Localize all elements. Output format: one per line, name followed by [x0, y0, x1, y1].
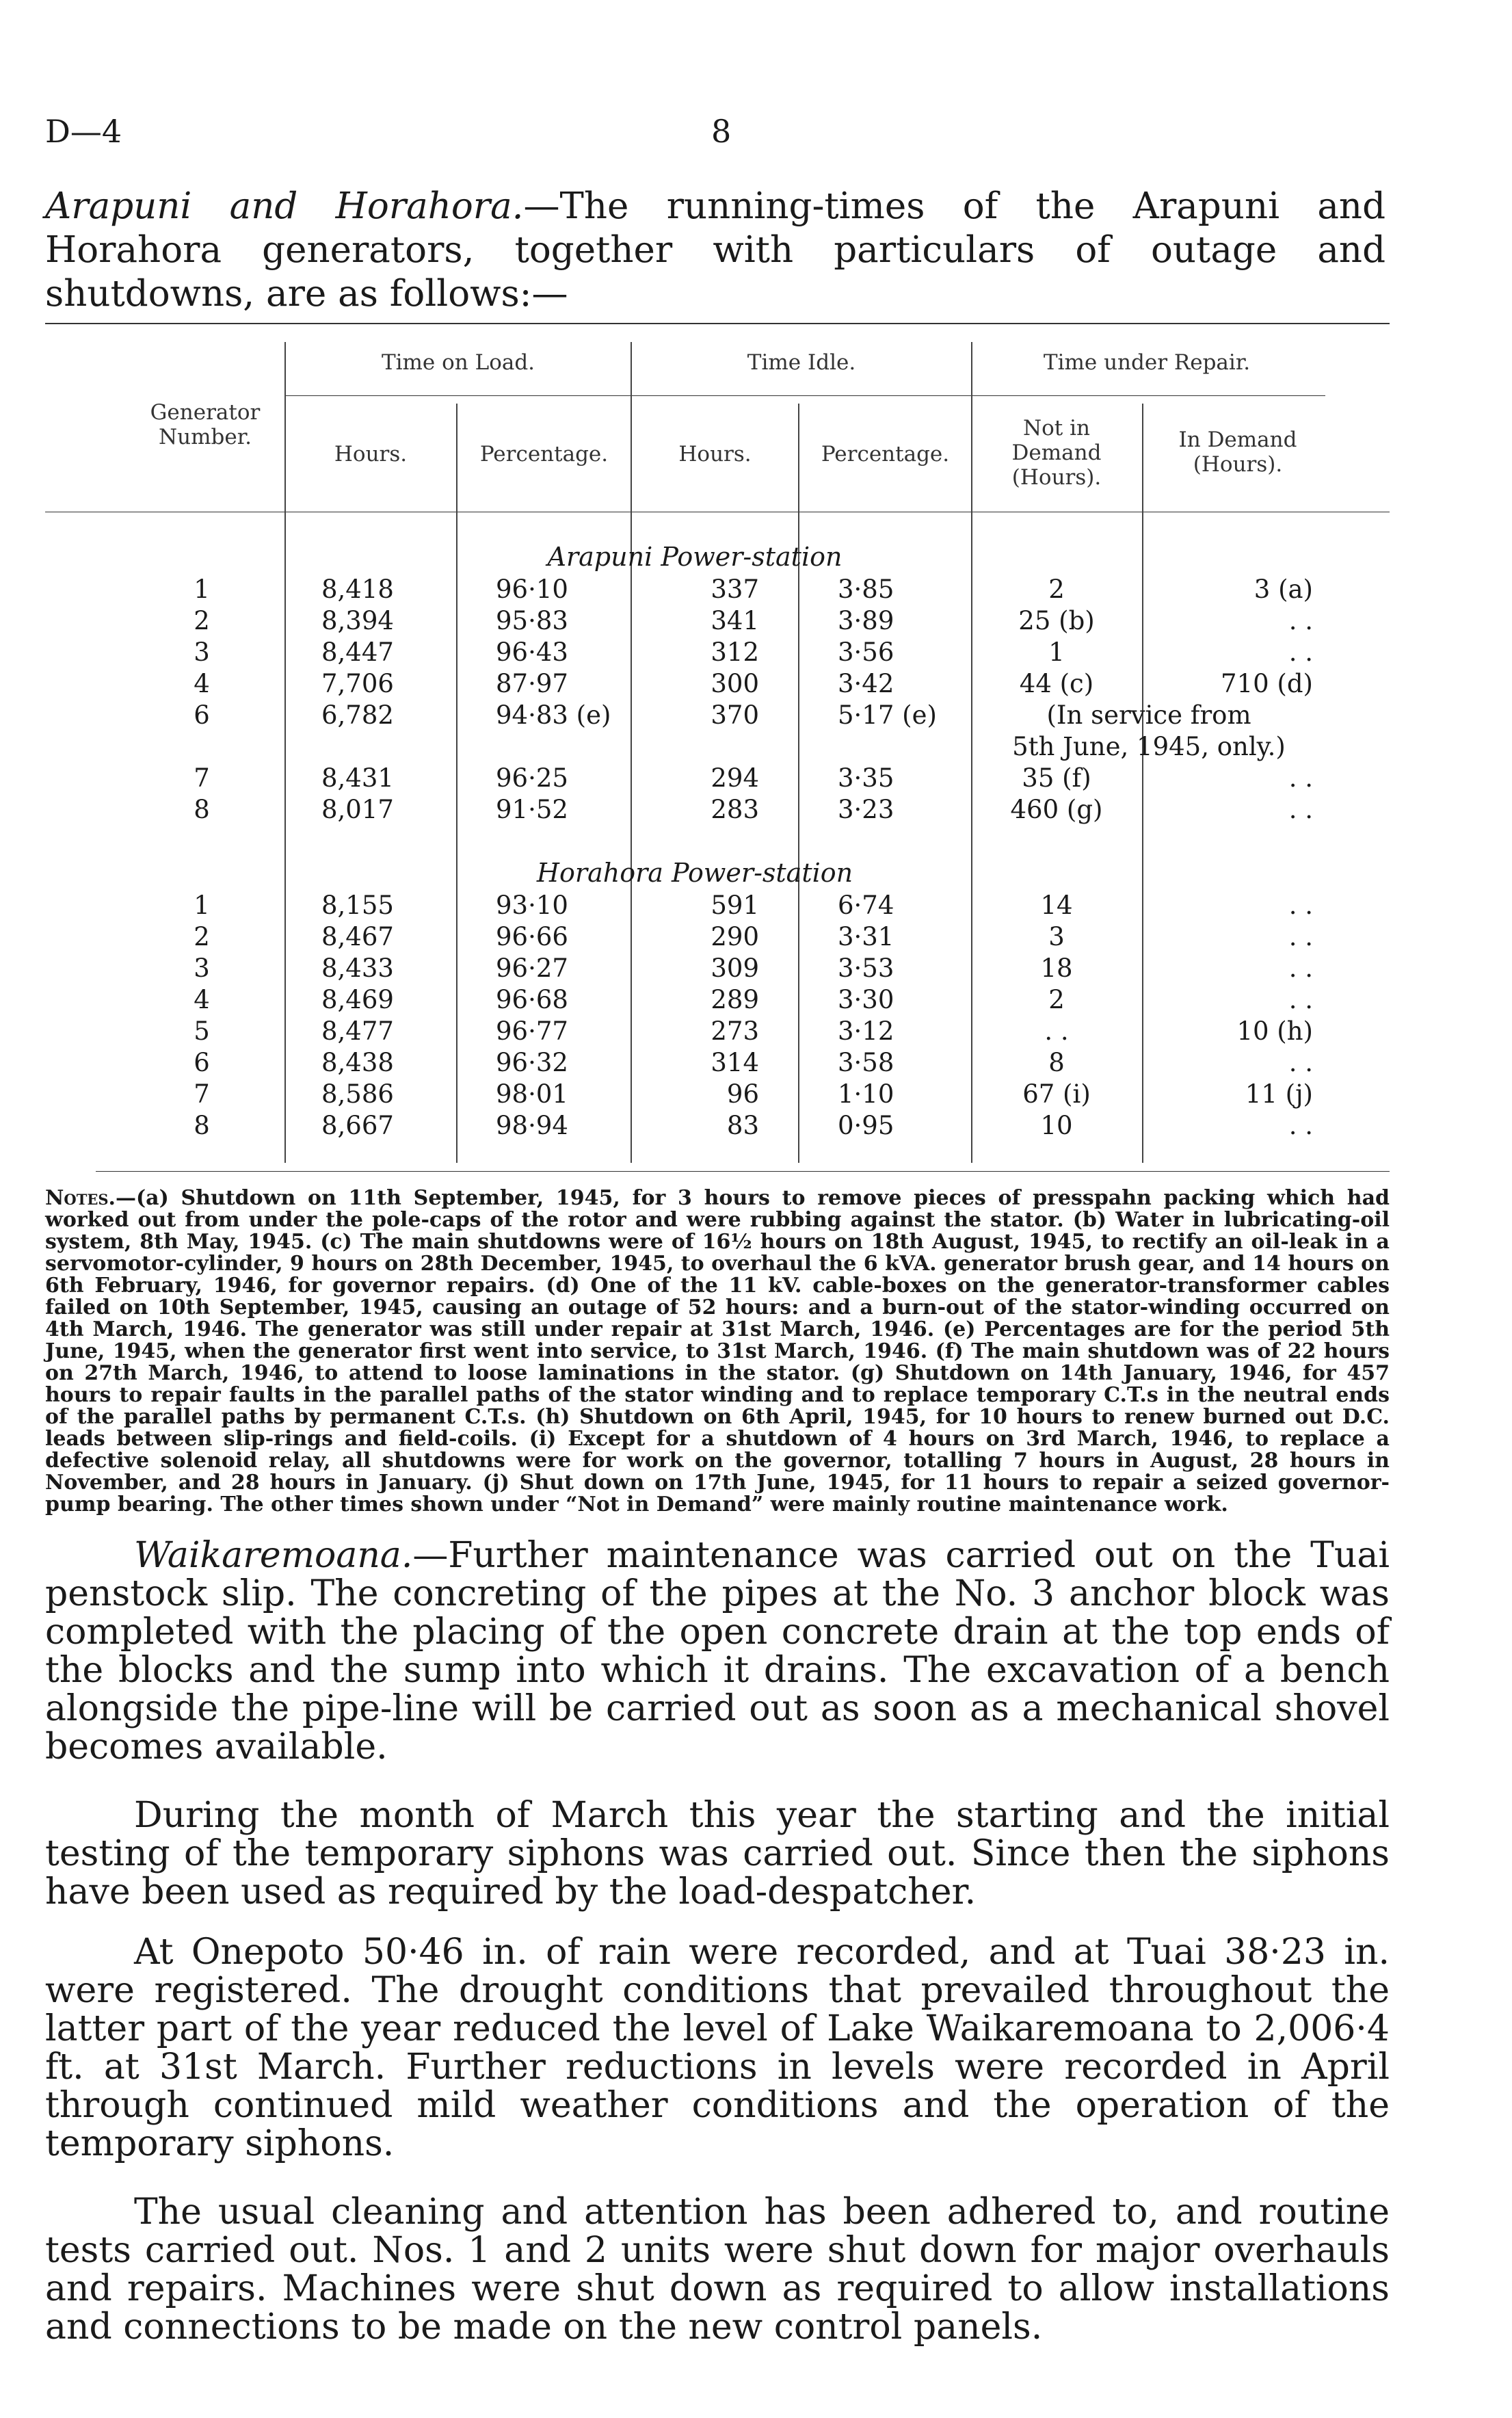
arapuni-cell-idle-h: 300 [711, 669, 759, 698]
waikaremoana-text: —Further maintenance was carried out on the Tuai penstock slip. The concreting of the pipes at the No. 3 anchor block was completed with the placing of the open concrete drain at the top ends of the blocks and the sump into which it drains. The excavation of a bench alongside the pipe-line will be carried out as soon as a mechanical shovel becomes available. [45, 1535, 1390, 1767]
horahora-cell-load-h: 8,467 [321, 922, 394, 951]
horahora-cell-load-h: 8,586 [321, 1079, 394, 1109]
arapuni-cell-gen: 8 [194, 795, 210, 824]
arapuni-cell-load-p: 96·25 [496, 763, 568, 793]
arapuni-cell-idle-p: 3·23 [838, 795, 894, 824]
horahora-cell-load-p: 96·77 [496, 1016, 568, 1046]
arapuni-cell-load-p: 95·83 [496, 606, 568, 635]
arapuni-cell-idle-p: 3·85 [838, 575, 894, 604]
arapuni-cell-gen: 4 [194, 669, 210, 698]
arapuni-cell-load-p: 96·10 [496, 575, 568, 604]
horahora-cell-load-p: 96·68 [496, 985, 568, 1014]
service-note-line1: (In service from [1046, 700, 1251, 730]
col-divider-4 [798, 404, 799, 1163]
horahora-cell-gen: 6 [194, 1048, 210, 1077]
horahora-cell-id: . . [1288, 1111, 1313, 1140]
arapuni-cell-id: . . [1288, 638, 1313, 667]
horahora-cell-load-h: 8,438 [321, 1048, 394, 1077]
service-note-line2: 5th June, 1945, only.) [1012, 732, 1286, 761]
arapuni-cell-load-h: 8,017 [321, 795, 394, 824]
horahora-cell-idle-p: 1·10 [838, 1079, 894, 1109]
arapuni-cell-idle-h: 337 [711, 575, 759, 604]
horahora-cell-load-p: 96·32 [496, 1048, 568, 1077]
header-load-percentage: Percentage. [479, 442, 609, 466]
arapuni-cell-idle-p: 3·89 [838, 606, 894, 635]
horahora-cell-gen: 5 [194, 1016, 210, 1046]
horahora-cell-id: . . [1288, 985, 1313, 1014]
arapuni-cell-idle-h: 370 [711, 700, 759, 730]
horahora-cell-id: 10 (h) [1236, 1016, 1313, 1046]
arapuni-cell-idle-p: 3·42 [838, 669, 894, 698]
horahora-cell-idle-p: 3·58 [838, 1048, 894, 1077]
arapuni-cell-load-p: 96·43 [496, 638, 568, 667]
arapuni-cell-load-h: 7,706 [321, 669, 394, 698]
arapuni-cell-idle-h: 283 [711, 795, 759, 824]
horahora-cell-nid: 14 [1040, 891, 1073, 920]
horahora-cell-idle-p: 3·12 [838, 1016, 894, 1046]
header-time-under-repair: Time under Repair. [1043, 350, 1251, 375]
horahora-cell-idle-h: 273 [711, 1016, 759, 1046]
header-in-demand: In Demand (Hours). [1178, 428, 1297, 477]
paragraph-waikaremoana [45, 1536, 1390, 1766]
horahora-cell-load-p: 98·94 [496, 1111, 568, 1140]
arapuni-cell-idle-h: 294 [711, 763, 759, 793]
horahora-cell-gen: 2 [194, 922, 210, 951]
horahora-section-title: Horahora Power-station [536, 858, 853, 888]
horahora-cell-idle-h: 290 [711, 922, 759, 951]
horahora-cell-gen: 3 [194, 954, 210, 983]
horahora-cell-idle-h: 289 [711, 985, 759, 1014]
horahora-cell-nid: . . [1044, 1016, 1069, 1046]
horahora-cell-id: . . [1288, 954, 1313, 983]
arapuni-cell-load-p: 91·52 [496, 795, 568, 824]
header-generator: Generator Number. [150, 400, 261, 449]
arapuni-cell-idle-p: 3·35 [838, 763, 894, 793]
header-idle-hours: Hours. [678, 442, 752, 466]
horahora-cell-nid: 18 [1040, 954, 1073, 983]
arapuni-cell-idle-p: 5·17 (e) [838, 700, 937, 730]
horahora-cell-idle-h: 309 [711, 954, 759, 983]
arapuni-cell-idle-h: 312 [711, 638, 759, 667]
horahora-cell-nid: 67 (i) [1022, 1079, 1091, 1109]
arapuni-cell-nid: 35 (f) [1022, 763, 1091, 793]
header-idle-percentage: Percentage. [821, 442, 950, 466]
horahora-cell-idle-p: 3·31 [838, 922, 894, 951]
arapuni-cell-id: . . [1288, 763, 1313, 793]
horahora-cell-gen: 1 [194, 891, 210, 920]
arapuni-cell-gen: 3 [194, 638, 210, 667]
header-time-on-load: Time on Load. [381, 350, 535, 375]
col-divider-5 [971, 342, 972, 1163]
arapuni-cell-gen: 2 [194, 606, 210, 635]
arapuni-cell-nid: 2 [1048, 575, 1065, 604]
table-notes [45, 1187, 1390, 1516]
horahora-cell-load-h: 8,469 [321, 985, 394, 1014]
arapuni-cell-id: . . [1288, 795, 1313, 824]
horahora-cell-idle-h: 83 [726, 1111, 759, 1140]
horahora-cell-nid: 8 [1048, 1048, 1065, 1077]
horahora-cell-idle-p: 0·95 [838, 1111, 894, 1140]
arapuni-cell-nid: 1 [1048, 638, 1065, 667]
table-top-rule [45, 323, 1390, 324]
horahora-cell-gen: 7 [194, 1079, 210, 1109]
horahora-cell-idle-h: 96 [726, 1079, 759, 1109]
horahora-cell-gen: 4 [194, 985, 210, 1014]
arapuni-cell-load-h: 8,394 [321, 606, 394, 635]
horahora-cell-id: . . [1288, 1048, 1313, 1077]
notes-text: —(a) Shutdown on 11th September, 1945, for 3 hours to remove pieces of presspahn packing which had worked out from under the pole-caps of the rotor and were rubbing against the stator. (b) Water in lubricating-oil system, 8th May, 1945. (c) The main shutdowns were of 16½ hours on 18th August, 1945, to rectify an oil-leak in a servomotor-cylinder, 9 hours on 28th December, 1945, to overhaul the 6 kVA. generator brush gear, and 14 hours on 6th February, 1946, for governor repairs. (d) One of the 11 kV. cable-boxes on the generator-transformer cables failed on 10th September, 1945, causing an outage of 52 hours: and a burn-out of the stator-winding occurred on 4th March, 1946. The generator was still under repair at 31st March, 1946. (e) Percentages are for the period 5th June, 1945, when the generator first went into service, to 31st March, 1946. (f) The main shutdown was of 22 hours on 27th March, 1946, to attend to loose laminations in the stator. (g) Shutdown on 14th January, 1946, for 457 hours to repair faults in the parallel paths of the stator winding and to replace temporary C.T.s in the neutral ends of the parallel paths by permanent C.T.s. (h) Shutdown on 6th April, 1945, for 10 hours to renew burned out D.C. leads between slip-rings and field-coils. (i) Except for a shutdown of 4 hours on 3rd March, 1946, to replace a defective solenoid relay, all shutdowns were for work on the governor, totalling 7 hours in August, 28 hours in November, and 28 hours in January. (j) Shut down on 17th June, 1945, for 11 hours to repair a seized governor-pump bearing. The other times shown under “Not in Demand” were mainly routine maintenance work. [45, 1186, 1390, 1516]
horahora-cell-id: . . [1288, 922, 1313, 951]
horahora-cell-load-h: 8,667 [321, 1111, 394, 1140]
horahora-cell-load-p: 96·66 [496, 922, 568, 951]
horahora-cell-nid: 2 [1048, 985, 1065, 1014]
col-divider-2 [456, 404, 457, 1163]
table-bottom-rule [96, 1171, 1390, 1172]
col-divider-6 [1142, 404, 1143, 1163]
paragraph-siphons: During the month of March this year the starting and the initial testing of the temporary siphons was carried out. Since then the siphons have been used as required by the load-despatcher. [45, 1795, 1390, 1913]
header-time-idle: Time Idle. [747, 350, 856, 375]
arapuni-cell-load-h: 8,431 [321, 763, 394, 793]
horahora-cell-id: 11 (j) [1245, 1079, 1313, 1109]
arapuni-cell-nid: 44 (c) [1019, 669, 1094, 698]
arapuni-cell-load-h: 8,418 [321, 575, 394, 604]
arapuni-cell-load-p: 94·83 (e) [496, 700, 611, 730]
arapuni-cell-idle-h: 341 [711, 606, 759, 635]
arapuni-cell-nid: 25 (b) [1018, 606, 1095, 635]
arapuni-cell-gen: 7 [194, 763, 210, 793]
paragraph-maintenance: The usual cleaning and attention has been adhered to, and routine tests carried out. Nos. 1 and 2 units were shut down for major overhauls and repairs. Machines were shut down as required to allow installations and connections to be made on the new control panels. [45, 2192, 1390, 2348]
horahora-cell-load-h: 8,477 [321, 1016, 394, 1046]
arapuni-section-title: Arapuni Power-station [547, 542, 843, 572]
arapuni-cell-load-h: 8,447 [321, 638, 394, 667]
arapuni-cell-load-p: 87·97 [496, 669, 568, 698]
arapuni-cell-id: 710 (d) [1221, 669, 1313, 698]
horahora-cell-idle-h: 591 [711, 891, 759, 920]
header-load-hours: Hours. [334, 442, 408, 466]
horahora-cell-idle-p: 3·30 [838, 985, 894, 1014]
notes-label: Notes. [45, 1186, 116, 1210]
arapuni-cell-gen: 1 [194, 575, 210, 604]
horahora-cell-nid: 10 [1040, 1111, 1073, 1140]
horahora-cell-gen: 8 [194, 1111, 210, 1140]
header-not-in-demand: Not in Demand (Hours). [1011, 416, 1102, 490]
arapuni-cell-id: 3 (a) [1254, 575, 1313, 604]
arapuni-cell-id: . . [1288, 606, 1313, 635]
intro-text: —The running-times of the Arapuni and Horahora generators, together with particulars of outage and shutdowns, are as follows:— [45, 185, 1385, 315]
horahora-cell-load-h: 8,155 [321, 891, 394, 920]
intro-title: Arapuni and Horahora. [45, 185, 524, 227]
arapuni-cell-idle-p: 3·56 [838, 638, 894, 667]
intro-paragraph [45, 185, 1385, 316]
header-mid-rule [286, 395, 1325, 396]
horahora-cell-load-p: 96·27 [496, 954, 568, 983]
arapuni-cell-nid: 460 (g) [1010, 795, 1103, 824]
horahora-cell-load-h: 8,433 [321, 954, 394, 983]
horahora-cell-nid: 3 [1048, 922, 1065, 951]
horahora-cell-load-p: 98·01 [496, 1079, 568, 1109]
horahora-cell-idle-p: 3·53 [838, 954, 894, 983]
horahora-cell-idle-h: 314 [711, 1048, 759, 1077]
paragraph-rainfall: At Onepoto 50·46 in. of rain were recorded, and at Tuai 38·23 in. were registered. The drought conditions that prevailed throughout the latter part of the year reduced the level of Lake Waikaremoana to 2,006·4 ft. at 31st March. Further reductions in levels were recorded in April through continued mild weather conditions and the operation of the temporary siphons. [45, 1932, 1390, 2164]
section-code: D—4 [45, 113, 122, 150]
page-number: 8 [711, 113, 732, 150]
waikaremoana-title: Waikaremoana. [134, 1535, 413, 1576]
horahora-cell-load-p: 93·10 [496, 891, 568, 920]
horahora-cell-idle-p: 6·74 [838, 891, 894, 920]
horahora-cell-id: . . [1288, 891, 1313, 920]
arapuni-cell-load-h: 6,782 [321, 700, 394, 730]
arapuni-cell-gen: 6 [194, 700, 210, 730]
